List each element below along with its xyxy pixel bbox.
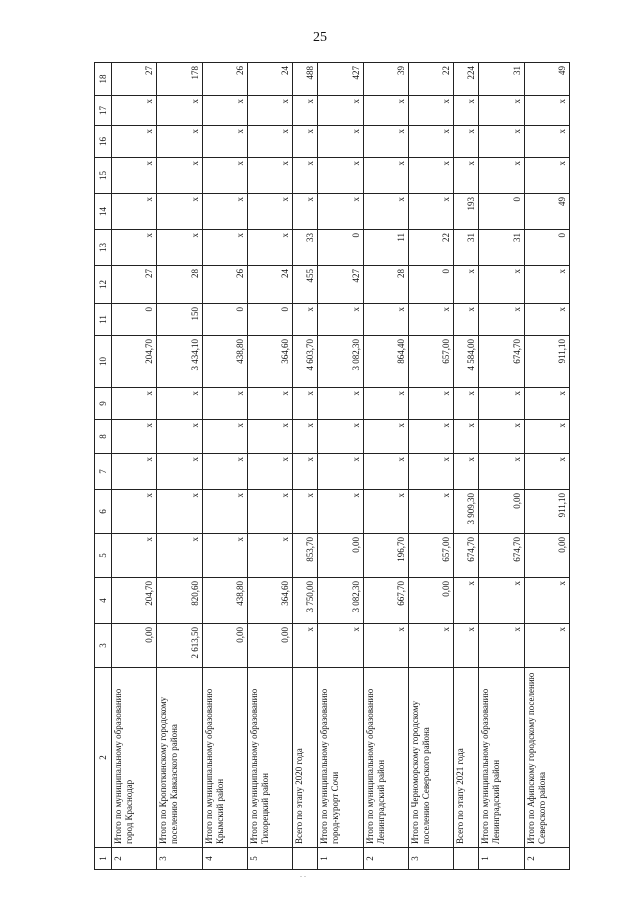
- row-number-cell: 2: [112, 848, 157, 870]
- value-cell: x: [112, 96, 157, 126]
- table-row: [408, 63, 453, 870]
- row-number-cell: 2: [363, 848, 408, 870]
- value-cell: 0,00: [408, 578, 453, 624]
- table-row: [479, 63, 524, 870]
- value-cell: x: [318, 194, 363, 230]
- value-cell: x: [524, 126, 569, 158]
- value-cell: x: [293, 454, 318, 490]
- value-cell: x: [479, 158, 524, 194]
- column-number-row: [95, 63, 112, 870]
- value-cell: x: [363, 490, 408, 534]
- value-cell: x: [363, 158, 408, 194]
- value-cell: x: [454, 266, 479, 304]
- value-cell: x: [157, 388, 202, 420]
- value-cell: x: [318, 126, 363, 158]
- value-cell: x: [363, 194, 408, 230]
- column-number-cell: 13: [95, 230, 112, 266]
- value-cell: 0: [318, 230, 363, 266]
- value-cell: x: [293, 420, 318, 454]
- table-row: [363, 63, 408, 870]
- column-number-cell: 7: [95, 454, 112, 490]
- value-cell: x: [524, 624, 569, 668]
- value-cell: 0: [408, 266, 453, 304]
- row-number-cell: [293, 848, 318, 870]
- value-cell: x: [293, 490, 318, 534]
- value-cell: x: [363, 420, 408, 454]
- value-cell: x: [247, 454, 292, 490]
- value-cell: 0: [202, 304, 247, 336]
- row-label-cell: Итого по Афипскому городскому поселению Северского района: [524, 668, 569, 848]
- value-cell: 657,00: [408, 534, 453, 578]
- table-row: [112, 63, 157, 870]
- value-cell: x: [479, 454, 524, 490]
- value-cell: 674,70: [479, 336, 524, 388]
- value-cell: 0,00: [318, 534, 363, 578]
- value-cell: 3 909,30: [454, 490, 479, 534]
- value-cell: x: [112, 454, 157, 490]
- value-cell: x: [479, 420, 524, 454]
- value-cell: 667,70: [363, 578, 408, 624]
- value-cell: 49: [524, 63, 569, 96]
- value-cell: x: [157, 490, 202, 534]
- value-cell: 0: [479, 194, 524, 230]
- page-number: 25: [313, 30, 327, 45]
- value-cell: x: [293, 158, 318, 194]
- row-number-cell: 4: [202, 848, 247, 870]
- value-cell: 364,60: [247, 336, 292, 388]
- value-cell: 49: [524, 194, 569, 230]
- value-cell: 28: [157, 266, 202, 304]
- value-cell: 196,70: [363, 534, 408, 578]
- value-cell: x: [479, 578, 524, 624]
- value-cell: 427: [318, 266, 363, 304]
- value-cell: 150: [157, 304, 202, 336]
- row-number-cell: 3: [157, 848, 202, 870]
- column-number-cell: 12: [95, 266, 112, 304]
- value-cell: 364,60: [247, 578, 292, 624]
- value-cell: x: [202, 454, 247, 490]
- value-cell: 22: [408, 63, 453, 96]
- value-cell: 4 584,00: [454, 336, 479, 388]
- table-row: [202, 63, 247, 870]
- value-cell: x: [408, 158, 453, 194]
- value-cell: 911,10: [524, 336, 569, 388]
- value-cell: 27: [112, 63, 157, 96]
- value-cell: x: [202, 388, 247, 420]
- value-cell: 0: [524, 230, 569, 266]
- row-label-cell: Всего по этапу 2021 года: [454, 668, 479, 848]
- rotated-table-area: [94, 66, 570, 870]
- value-cell: x: [202, 96, 247, 126]
- value-cell: 3 434,10: [157, 336, 202, 388]
- value-cell: x: [479, 266, 524, 304]
- value-cell: 911,10: [524, 490, 569, 534]
- row-label-cell: Итого по муниципальному образованию Ленинградский район: [479, 668, 524, 848]
- value-cell: 820,60: [157, 578, 202, 624]
- value-cell: 657,00: [408, 336, 453, 388]
- value-cell: 4 603,70: [293, 336, 318, 388]
- value-cell: 438,80: [202, 578, 247, 624]
- footer-mark: . .: [300, 870, 306, 879]
- value-cell: x: [524, 420, 569, 454]
- value-cell: 438,80: [202, 336, 247, 388]
- value-cell: x: [247, 230, 292, 266]
- value-cell: 27: [112, 266, 157, 304]
- value-cell: 488: [293, 63, 318, 96]
- value-cell: x: [524, 96, 569, 126]
- value-cell: x: [202, 158, 247, 194]
- value-cell: x: [363, 454, 408, 490]
- value-cell: x: [318, 624, 363, 668]
- value-cell: x: [318, 96, 363, 126]
- value-cell: 204,70: [112, 336, 157, 388]
- value-cell: x: [318, 490, 363, 534]
- row-number-cell: 5: [247, 848, 292, 870]
- value-cell: x: [157, 534, 202, 578]
- table-row: [524, 63, 569, 870]
- value-cell: x: [112, 194, 157, 230]
- value-cell: x: [157, 230, 202, 266]
- value-cell: 0: [247, 304, 292, 336]
- value-cell: x: [408, 490, 453, 534]
- column-number-cell: 11: [95, 304, 112, 336]
- value-cell: 204,70: [112, 578, 157, 624]
- value-cell: x: [454, 96, 479, 126]
- value-cell: x: [408, 624, 453, 668]
- value-cell: x: [454, 454, 479, 490]
- data-table: [94, 62, 570, 870]
- value-cell: x: [408, 304, 453, 336]
- value-cell: 0,00: [479, 490, 524, 534]
- value-cell: 0,00: [202, 624, 247, 668]
- row-label-cell: Итого по муниципальному образованию Тихорецкий район: [247, 668, 292, 848]
- value-cell: x: [479, 96, 524, 126]
- rotated-table: [94, 66, 570, 870]
- value-cell: x: [157, 194, 202, 230]
- value-cell: x: [454, 126, 479, 158]
- row-number-cell: 1: [318, 848, 363, 870]
- value-cell: x: [112, 158, 157, 194]
- value-cell: 0,00: [247, 624, 292, 668]
- row-label-cell: Всего по этапу 2020 года: [293, 668, 318, 848]
- value-cell: x: [454, 388, 479, 420]
- value-cell: x: [202, 194, 247, 230]
- value-cell: x: [363, 126, 408, 158]
- value-cell: 0,00: [524, 534, 569, 578]
- column-number-cell: 10: [95, 336, 112, 388]
- value-cell: x: [247, 126, 292, 158]
- value-cell: 3 082,30: [318, 578, 363, 624]
- value-cell: 224: [454, 63, 479, 96]
- value-cell: 31: [454, 230, 479, 266]
- value-cell: 0,00: [112, 624, 157, 668]
- value-cell: x: [112, 388, 157, 420]
- column-number-cell: 15: [95, 158, 112, 194]
- row-label-cell: Итого по Черноморскому городскому поселению Северского района: [408, 668, 453, 848]
- value-cell: 2 613,50: [157, 624, 202, 668]
- value-cell: x: [479, 126, 524, 158]
- value-cell: x: [112, 230, 157, 266]
- column-number-cell: 8: [95, 420, 112, 454]
- value-cell: x: [524, 454, 569, 490]
- value-cell: x: [202, 534, 247, 578]
- value-cell: x: [524, 578, 569, 624]
- value-cell: x: [363, 96, 408, 126]
- value-cell: x: [363, 388, 408, 420]
- value-cell: x: [157, 158, 202, 194]
- row-number-cell: [454, 848, 479, 870]
- value-cell: x: [454, 304, 479, 336]
- value-cell: x: [293, 194, 318, 230]
- value-cell: 853,70: [293, 534, 318, 578]
- value-cell: x: [112, 534, 157, 578]
- value-cell: x: [524, 304, 569, 336]
- column-number-cell: 17: [95, 96, 112, 126]
- value-cell: 33: [293, 230, 318, 266]
- value-cell: x: [318, 158, 363, 194]
- value-cell: x: [293, 388, 318, 420]
- value-cell: 178: [157, 63, 202, 96]
- value-cell: x: [454, 624, 479, 668]
- value-cell: 3 082,30: [318, 336, 363, 388]
- column-number-cell: 16: [95, 126, 112, 158]
- value-cell: x: [363, 304, 408, 336]
- value-cell: x: [408, 388, 453, 420]
- column-number-cell: 4: [95, 578, 112, 624]
- value-cell: x: [454, 158, 479, 194]
- column-number-cell: 6: [95, 490, 112, 534]
- table-row: [157, 63, 202, 870]
- row-number-cell: 3: [408, 848, 453, 870]
- value-cell: x: [363, 624, 408, 668]
- value-cell: x: [479, 388, 524, 420]
- row-label-cell: Итого по муниципальному образованию город-курорт Сочи: [318, 668, 363, 848]
- value-cell: x: [157, 454, 202, 490]
- column-number-cell: 3: [95, 624, 112, 668]
- value-cell: x: [524, 388, 569, 420]
- value-cell: x: [293, 624, 318, 668]
- value-cell: x: [408, 420, 453, 454]
- value-cell: x: [318, 420, 363, 454]
- value-cell: x: [247, 420, 292, 454]
- value-cell: x: [524, 158, 569, 194]
- value-cell: 674,70: [479, 534, 524, 578]
- table-row: [318, 63, 363, 870]
- value-cell: x: [157, 420, 202, 454]
- row-label-cell: Итого по муниципальному образованию Ленинградский район: [363, 668, 408, 848]
- value-cell: x: [318, 304, 363, 336]
- value-cell: x: [247, 534, 292, 578]
- column-number-cell: 1: [95, 848, 112, 870]
- column-number-cell: 14: [95, 194, 112, 230]
- value-cell: 193: [454, 194, 479, 230]
- value-cell: x: [202, 230, 247, 266]
- value-cell: x: [408, 96, 453, 126]
- value-cell: 28: [363, 266, 408, 304]
- value-cell: x: [112, 126, 157, 158]
- value-cell: 674,70: [454, 534, 479, 578]
- value-cell: 427: [318, 63, 363, 96]
- value-cell: 26: [202, 266, 247, 304]
- value-cell: x: [454, 578, 479, 624]
- table-row: [247, 63, 292, 870]
- value-cell: x: [293, 96, 318, 126]
- value-cell: 26: [202, 63, 247, 96]
- row-number-cell: 2: [524, 848, 569, 870]
- row-label-cell: Итого по муниципальному образованию Крымский район: [202, 668, 247, 848]
- value-cell: 39: [363, 63, 408, 96]
- value-cell: x: [454, 420, 479, 454]
- value-cell: x: [247, 96, 292, 126]
- value-cell: x: [157, 96, 202, 126]
- value-cell: x: [112, 490, 157, 534]
- value-cell: 455: [293, 266, 318, 304]
- value-cell: 24: [247, 63, 292, 96]
- value-cell: x: [247, 490, 292, 534]
- value-cell: 31: [479, 230, 524, 266]
- row-label-cell: Итого по Кропоткинскому городскому поселению Кавказского района: [157, 668, 202, 848]
- value-cell: x: [408, 126, 453, 158]
- row-number-cell: 1: [479, 848, 524, 870]
- value-cell: x: [202, 420, 247, 454]
- table-row: [454, 63, 479, 870]
- value-cell: x: [247, 158, 292, 194]
- value-cell: x: [293, 304, 318, 336]
- value-cell: x: [112, 420, 157, 454]
- value-cell: x: [318, 388, 363, 420]
- value-cell: x: [408, 194, 453, 230]
- value-cell: 864,40: [363, 336, 408, 388]
- value-cell: x: [157, 126, 202, 158]
- value-cell: x: [247, 388, 292, 420]
- column-number-cell: 5: [95, 534, 112, 578]
- column-number-cell: 18: [95, 63, 112, 96]
- value-cell: x: [293, 126, 318, 158]
- value-cell: 24: [247, 266, 292, 304]
- value-cell: 11: [363, 230, 408, 266]
- value-cell: 0: [112, 304, 157, 336]
- value-cell: x: [247, 194, 292, 230]
- value-cell: 22: [408, 230, 453, 266]
- column-number-cell: 2: [95, 668, 112, 848]
- value-cell: x: [408, 454, 453, 490]
- value-cell: x: [202, 490, 247, 534]
- value-cell: 31: [479, 63, 524, 96]
- value-cell: x: [479, 624, 524, 668]
- column-number-cell: 9: [95, 388, 112, 420]
- value-cell: x: [479, 304, 524, 336]
- value-cell: x: [202, 126, 247, 158]
- row-label-cell: Итого по муниципальному образованию город Краснодар: [112, 668, 157, 848]
- table-row: [293, 63, 318, 870]
- value-cell: x: [318, 454, 363, 490]
- value-cell: 3 750,00: [293, 578, 318, 624]
- value-cell: x: [524, 266, 569, 304]
